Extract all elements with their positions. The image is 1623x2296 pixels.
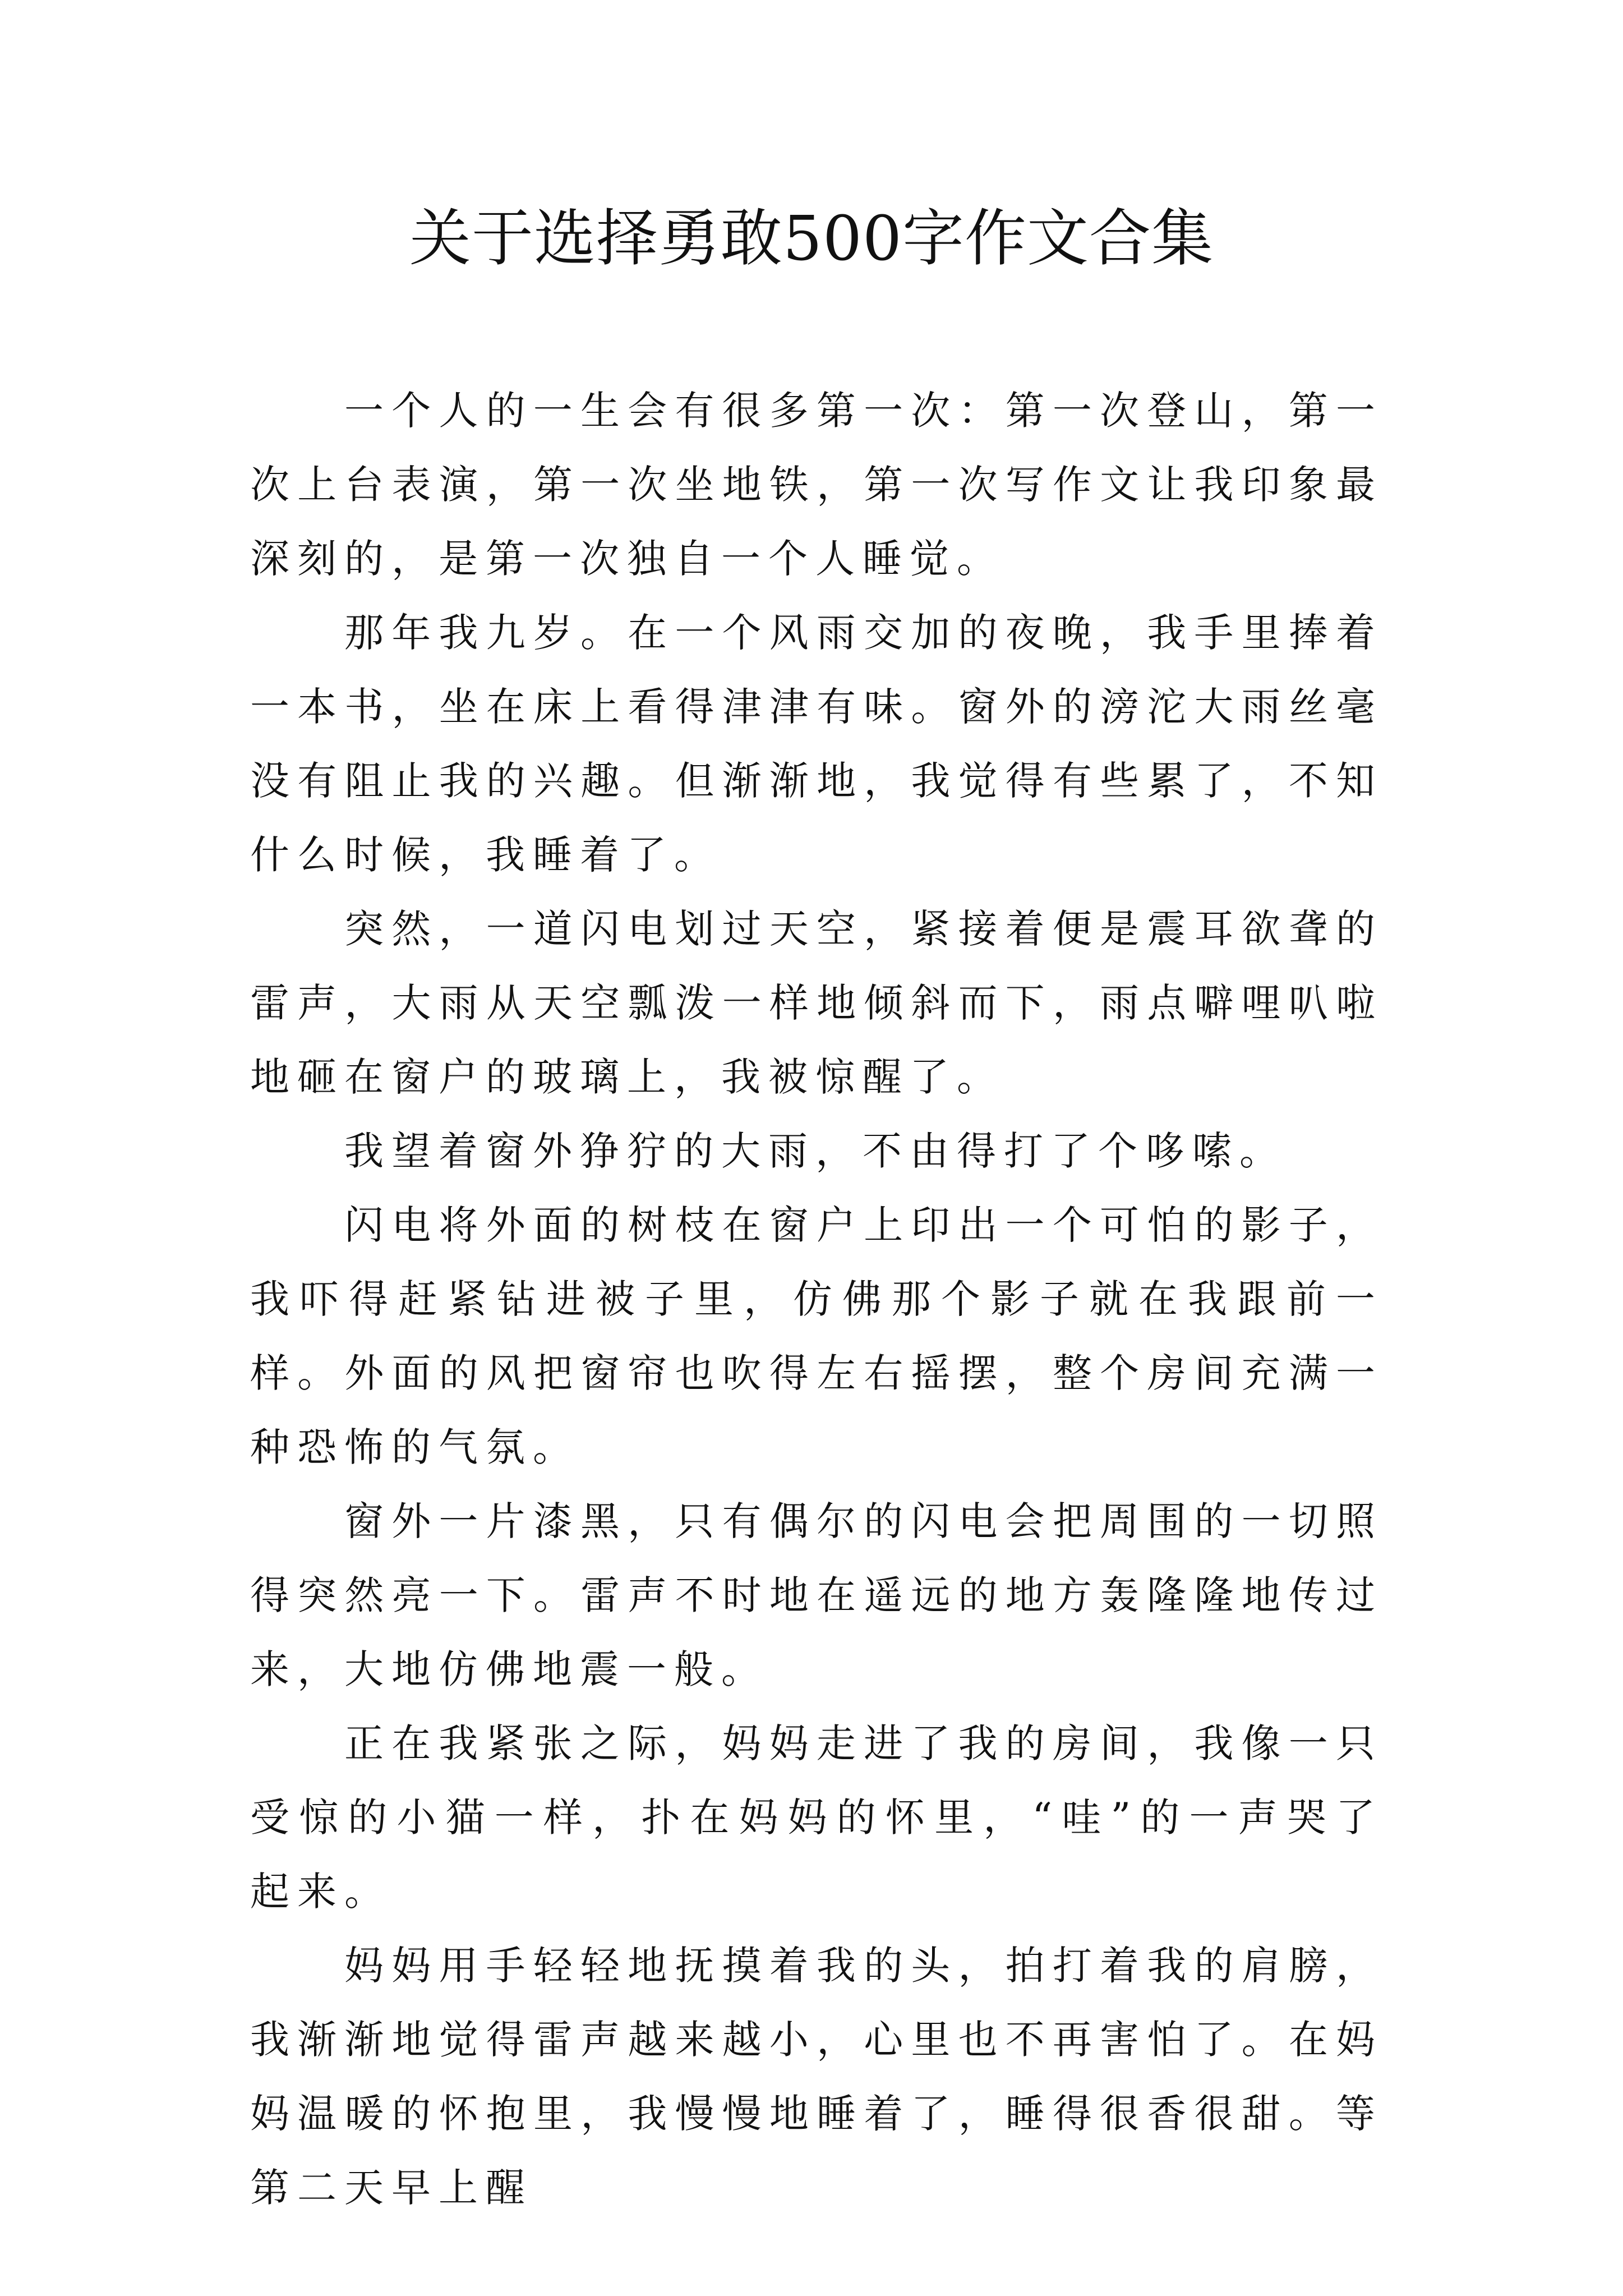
document-body	[250, 374, 1383, 2225]
paragraph-5: 闪电将外面的树枝在窗户上印出一个可怕的影子，我吓得赶紧钻进被子里，仿佛那个影子就在我跟前一样。外面的风把窗帘也吹得左右摇摆，整个房间充满一种恐怖的气氛。	[250, 1202, 1383, 1470]
paragraph-3: 突然，一道闪电划过天空，紧接着便是震耳欲聋的雷声，大雨从天空瓢泼一样地倾斜而下，雨点噼哩叭啦地砸在窗户的玻璃上，我被惊醒了。	[250, 906, 1383, 1100]
paragraph-1: 一个人的一生会有很多第一次：第一次登山，第一次上台表演，第一次坐地铁，第一次写作文让我印象最深刻的，是第一次独自一个人睡觉。	[250, 388, 1383, 582]
paragraph-4: 我望着窗外狰狞的大雨，不由得打了个哆嗦。	[344, 1128, 1287, 1174]
document-title: 关于选择勇敢500字作文合集	[409, 203, 1214, 274]
paragraph-2: 那年我九岁。在一个风雨交加的夜晚，我手里捧着一本书，坐在床上看得津津有味。窗外的滂沱大雨丝毫没有阻止我的兴趣。但渐渐地，我觉得有些累了，不知什么时候，我睡着了。	[250, 610, 1383, 878]
paragraph-8: 妈妈用手轻轻地抚摸着我的头，拍打着我的肩膀，我渐渐地觉得雷声越来越小，心里也不再害怕了。在妈妈温暖的怀抱里，我慢慢地睡着了，睡得很香很甜。等第二天早上醒	[250, 1943, 1383, 2211]
paragraph-7: 正在我紧张之际，妈妈走进了我的房间，我像一只受惊的小猫一样，扑在妈妈的怀里，“哇”的一声哭了起来。	[250, 1720, 1383, 1915]
paragraph-6: 窗外一片漆黑，只有偶尔的闪电会把周围的一切照得突然亮一下。雷声不时地在遥远的地方轰隆隆地传过来，大地仿佛地震一般。	[250, 1498, 1383, 1692]
